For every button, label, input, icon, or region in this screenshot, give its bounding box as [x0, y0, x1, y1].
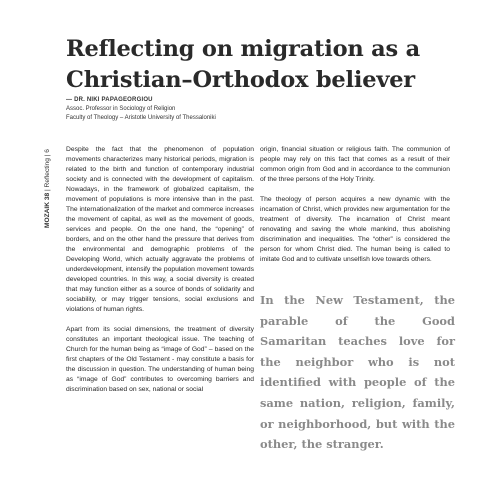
running-head — [44, 144, 51, 228]
body-column-right — [260, 145, 450, 265]
author-role: Assoc. Professor in Sociology of Religion — [66, 106, 176, 112]
author-affiliation: Faculty of Theology – Aristotle University of Thessaloniki — [66, 115, 216, 121]
paragraph: The theology of person acquires a new dynamic with the incarnation of Christ, which provides new argumentation for the treatment of diversity. The incarnation of Christ meant renovating and saving the whole mankind, thus abolishing discrimination and inequalities. The “other” is considered the person for whom Christ died. The human being is called to imitate God and to cultivate unselfish love towards others. — [260, 196, 450, 264]
paragraph: Despite the fact that the phenomenon of population movements characterizes many historical periods, migration is related to the birth and function of contemporary industrial society and is connected with the development of capitalism. Nowadays, in the framework of globalized capitalism, the movement of populations is more intensive than in the past. The internationalization of the market and commerce increases the movement of capital, as well as the movement of goods, services and people. On the one hand, the “opening” of borders, and on the other hand the pressure that derives from the environmental and demographic problems of the Developing World, which actually aggravate the problems of underdevelopment, intensify the population movement towards developed countries. In this way, a social diversity is created that may function either as a source of bonds of solidarity and sociability, or may trigger tensions, social exclusions and violations of human rights. — [66, 146, 254, 314]
page-number: 6 — [44, 149, 51, 153]
section-name: Reflecting — [44, 158, 51, 188]
magazine-name: MOZAIK 38 — [44, 192, 51, 228]
author-name: — DR. NIKI PAPAGEORGIOU — [66, 97, 153, 103]
separator: | — [44, 187, 51, 191]
article-title: Reflecting on migration as a Christian–Orthodox believer — [66, 36, 421, 93]
body-column-left — [66, 145, 254, 395]
author-block — [66, 96, 406, 123]
pull-quote: In the New Testament, the parable of the Good Samaritan teaches love for the neighbor who is not identified with people of the same nation, religion, family, or neighborhood, but with the other, the stranger. — [260, 293, 455, 452]
separator: | — [44, 152, 51, 157]
paragraph: Apart from its social dimensions, the treatment of diversity constitutes an important theological issue. The teaching of Church for the human being as “image of God” – based on the first chapters of the Old Testament - may constitute a basis for the discussion in question. The understanding of human being as “image of God” contributes to overcoming barriers and discrimination based on sex, national or social — [66, 326, 254, 394]
paragraph: origin, financial situation or religious faith. The communion of people may rely on this fact that comes as a result of their common origin from God and in accordance to the communion of the three persons of the Holy Trinity. — [260, 146, 450, 184]
